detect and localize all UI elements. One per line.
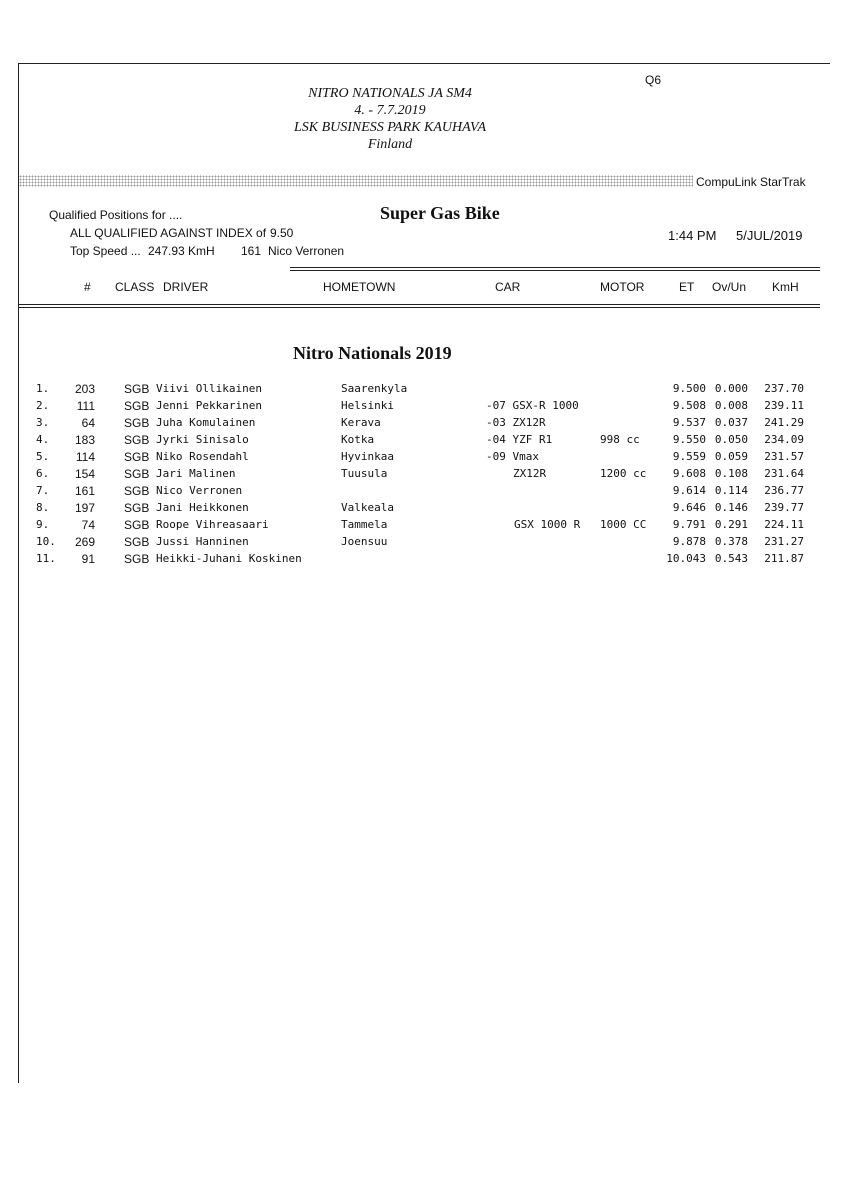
cell-et: 9.508 (672, 399, 706, 412)
cell-kmh: 234.09 (764, 433, 804, 446)
cell-motor: 1000 CC (600, 518, 647, 531)
cell-driver: Viivi Ollikainen (156, 382, 262, 395)
col-header-ovun: Ov/Un (712, 280, 747, 294)
cell-ovun: 0.146 (714, 501, 748, 514)
cell-et: 9.559 (672, 450, 706, 463)
cell-et: 9.608 (672, 467, 706, 480)
cell-driver: Nico Verronen (156, 484, 243, 497)
cell-class: SGB (124, 450, 150, 464)
event-country: Finland (367, 137, 413, 152)
cell-number: 154 (74, 467, 95, 481)
cell-number: 269 (74, 535, 95, 549)
report-time: 1:44 PM (668, 228, 717, 243)
cell-class: SGB (124, 501, 150, 515)
section-title: Nitro Nationals 2019 (293, 343, 452, 363)
cell-hometown: Hyvinkaa (341, 450, 394, 463)
cell-number: 64 (81, 416, 95, 430)
cell-position: 6. (36, 467, 50, 480)
top-speed-driver: Nico Verronen (268, 244, 345, 258)
cell-class: SGB (124, 484, 150, 498)
header-top-rule-1 (290, 267, 820, 268)
cell-ovun: 0.114 (714, 484, 748, 497)
cell-hometown: Joensuu (341, 535, 388, 548)
cell-et: 9.614 (672, 484, 706, 497)
left-border-line (18, 63, 19, 1083)
cell-et: 10.043 (666, 552, 706, 565)
cell-car: GSX 1000 R (514, 518, 581, 531)
cell-hometown: Kerava (341, 416, 381, 429)
cell-car: ZX12R (513, 467, 547, 480)
cell-ovun: 0.050 (714, 433, 748, 446)
cell-motor: 1200 cc (600, 467, 647, 480)
cell-position: 2. (36, 399, 50, 412)
cell-et: 9.500 (672, 382, 706, 395)
cell-position: 1. (36, 382, 50, 395)
cell-et: 9.878 (672, 535, 706, 548)
cell-class: SGB (124, 382, 150, 396)
event-dates: 4. - 7.7.2019 (354, 103, 426, 118)
cell-number: 114 (75, 450, 95, 464)
col-header-et: ET (679, 280, 695, 294)
cell-driver: Roope Vihreasaari (156, 518, 269, 531)
cell-ovun: 0.108 (714, 467, 748, 480)
index-label: ALL QUALIFIED AGAINST INDEX of (70, 226, 267, 240)
header-bottom-rule-2 (19, 307, 820, 308)
cell-number: 203 (74, 382, 95, 396)
cell-driver: Jussi Hanninen (156, 535, 249, 548)
cell-kmh: 211.87 (764, 552, 804, 565)
cell-class: SGB (124, 467, 150, 481)
col-header-kmh: KmH (772, 280, 799, 294)
cell-number: 161 (74, 484, 95, 498)
event-venue: LSK BUSINESS PARK KAUHAVA (293, 120, 487, 135)
cell-class: SGB (124, 416, 150, 430)
cell-ovun: 0.059 (714, 450, 748, 463)
cell-position: 8. (36, 501, 50, 514)
cell-position: 11. (36, 552, 56, 565)
cell-ovun: 0.291 (714, 518, 748, 531)
cell-ovun: 0.000 (714, 382, 748, 395)
cell-number: 197 (74, 501, 95, 515)
cell-number: 91 (81, 552, 95, 566)
table-row (0, 433, 848, 450)
cell-ovun: 0.378 (714, 535, 748, 548)
cell-et: 9.550 (672, 433, 706, 446)
cell-kmh: 224.11 (764, 518, 804, 531)
col-header-car: CAR (495, 280, 521, 294)
cell-position: 3. (36, 416, 50, 429)
top-speed-value: 247.93 KmH (148, 244, 215, 258)
cell-kmh: 239.77 (764, 501, 804, 514)
cell-position: 4. (36, 433, 50, 446)
qualified-label: Qualified Positions for .... (49, 208, 183, 222)
col-header-class: CLASS (115, 280, 155, 294)
col-header-no: # (84, 280, 91, 294)
cell-et: 9.646 (672, 501, 706, 514)
table-row (0, 535, 848, 552)
table-row (0, 484, 848, 501)
cell-class: SGB (124, 399, 150, 413)
cell-hometown: Kotka (341, 433, 375, 446)
cell-et: 9.791 (672, 518, 706, 531)
class-title: Super Gas Bike (380, 203, 500, 223)
cell-ovun: 0.543 (714, 552, 748, 565)
header-top-rule-2 (290, 270, 820, 271)
system-label: CompuLink StarTrak (696, 175, 806, 189)
report-date: 5/JUL/2019 (736, 228, 803, 243)
cell-number: 111 (76, 399, 95, 413)
table-row (0, 552, 848, 569)
cell-kmh: 239.11 (764, 399, 804, 412)
cell-kmh: 236.77 (764, 484, 804, 497)
event-name: NITRO NATIONALS JA SM4 (308, 86, 472, 101)
cell-car: -04 YZF R1 (486, 433, 553, 446)
cell-hometown: Helsinki (341, 399, 394, 412)
cell-ovun: 0.008 (714, 399, 748, 412)
top-speed-number: 161 (241, 244, 262, 258)
cell-position: 9. (36, 518, 50, 531)
table-row (0, 399, 848, 416)
table-row (0, 450, 848, 467)
cell-kmh: 231.57 (764, 450, 804, 463)
cell-hometown: Tuusula (341, 467, 388, 480)
table-row (0, 501, 848, 518)
top-speed-label: Top Speed ... (70, 244, 141, 258)
cell-driver: Jenni Pekkarinen (156, 399, 262, 412)
cell-driver: Heikki-Juhani Koskinen (156, 552, 302, 565)
cell-car: -03 ZX12R (486, 416, 546, 429)
cell-kmh: 237.70 (764, 382, 804, 395)
cell-hometown: Saarenkyla (341, 382, 408, 395)
cell-car: -07 GSX-R 1000 (486, 399, 579, 412)
table-row (0, 518, 848, 535)
cell-position: 7. (36, 484, 50, 497)
page-id: Q6 (645, 73, 662, 87)
cell-driver: Jyrki Sinisalo (156, 433, 249, 446)
cell-hometown: Tammela (341, 518, 388, 531)
col-header-driver: DRIVER (163, 280, 209, 294)
header-bottom-rule-1 (19, 304, 820, 305)
cell-kmh: 231.27 (764, 535, 804, 548)
index-value: 9.50 (270, 226, 294, 240)
cell-motor: 998 cc (600, 433, 640, 446)
cell-hometown: Valkeala (341, 501, 394, 514)
cell-car: -09 Vmax (486, 450, 539, 463)
cell-class: SGB (124, 552, 150, 566)
cell-ovun: 0.037 (714, 416, 748, 429)
cell-driver: Niko Rosendahl (156, 450, 249, 463)
cell-driver: Jari Malinen (156, 467, 236, 480)
cell-position: 5. (36, 450, 50, 463)
col-header-motor: MOTOR (600, 280, 645, 294)
cell-position: 10. (36, 535, 56, 548)
cell-class: SGB (124, 433, 150, 447)
table-row (0, 416, 848, 433)
cell-kmh: 241.29 (764, 416, 804, 429)
col-header-hometown: HOMETOWN (323, 280, 396, 294)
dotted-separator (19, 175, 693, 187)
cell-et: 9.537 (672, 416, 706, 429)
table-row (0, 467, 848, 484)
cell-driver: Juha Komulainen (156, 416, 256, 429)
cell-class: SGB (124, 535, 150, 549)
top-border-line (18, 63, 830, 64)
cell-number: 74 (81, 518, 95, 532)
cell-driver: Jani Heikkonen (156, 501, 249, 514)
cell-kmh: 231.64 (764, 467, 804, 480)
table-row (0, 382, 848, 399)
cell-number: 183 (74, 433, 95, 447)
cell-class: SGB (124, 518, 150, 532)
